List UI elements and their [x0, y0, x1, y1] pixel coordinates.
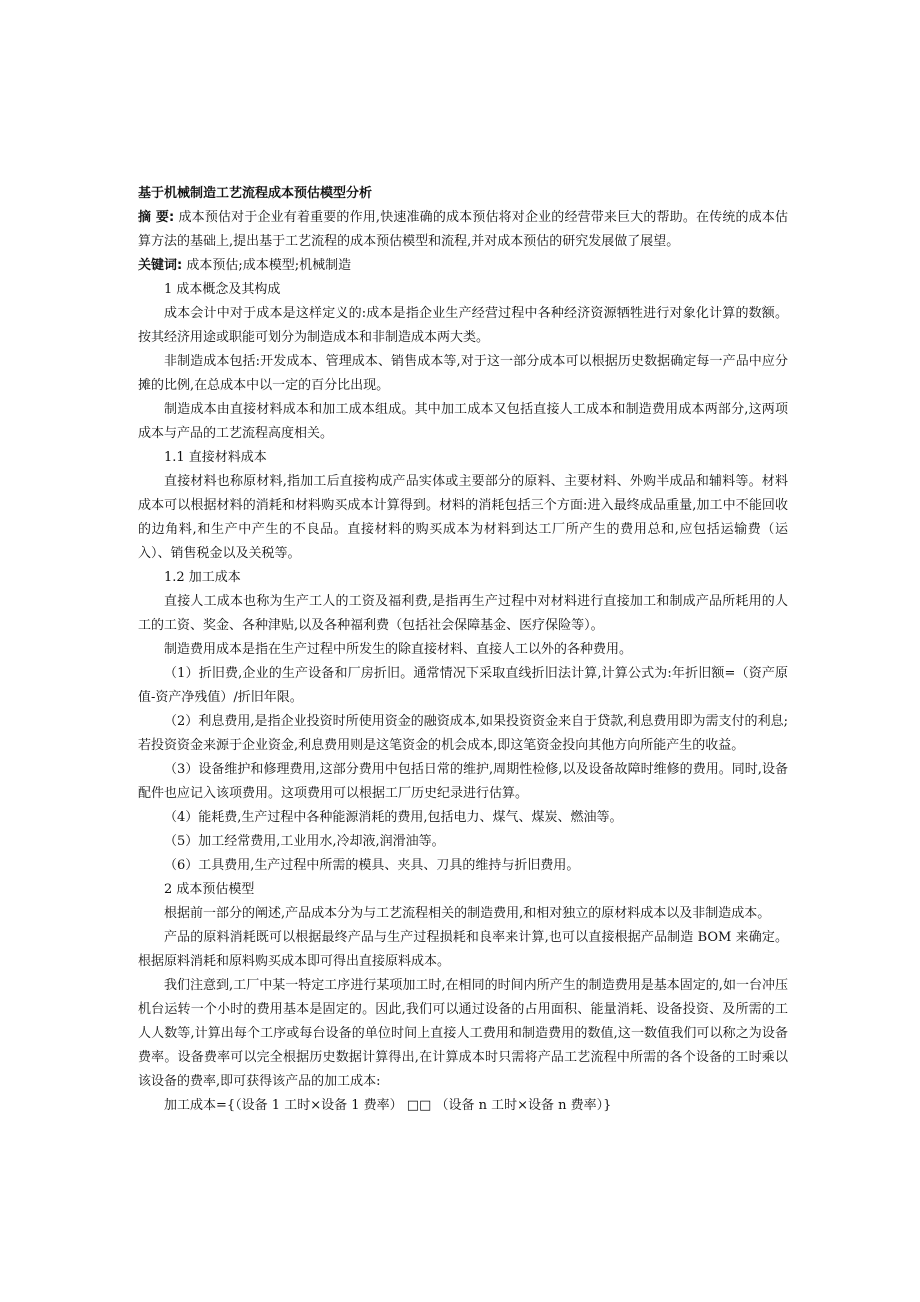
list-item-maintenance: （3）设备维护和修理费用,这部分费用中包括日常的维护,周期性检修,以及设备故障时维修的费用。同时,设备配件也应记入该项费用。这项费用可以根据工厂历史纪录进行估算。: [138, 762, 788, 801]
section-1-heading: 1 成本概念及其构成: [164, 282, 281, 297]
keywords: [138, 254, 788, 278]
list-item-processing: （5）加工经常费用,工业用水,冷却液,润滑油等。: [164, 834, 445, 849]
section-1-2-heading: 1.2 加工成本: [164, 570, 241, 585]
list-item-energy: （4）能耗费,生产过程中各种能源消耗的费用,包括电力、煤气、煤炭、燃油等。: [164, 810, 623, 825]
section-1-1-heading: 1.1 直接材料成本: [164, 450, 267, 465]
abstract-text: 成本预估对于企业有着重要的作用,快速准确的成本预估将对企业的经营带来巨大的帮助。在传统的成本估算方法的基础上,提出基于工艺流程的成本预估模型和流程,并对成本预估的研究发展做了展望。: [138, 210, 788, 249]
paragraph-non-manufacturing-cost: 非制造成本包括:开发成本、管理成本、销售成本等,对于这一部分成本可以根据历史数据确定每一产品中应分摊的比例,在总成本中以一定的百分比出现。: [138, 354, 788, 393]
keywords-label: 关键词:: [138, 258, 183, 273]
paragraph-cost-definition: 成本会计中对于成本是这样定义的:成本是指企业生产经营过程中各种经济资源牺牲进行对象化计算的数额。按其经济用途或职能可划分为制造成本和非制造成本两大类。: [138, 306, 788, 345]
paragraph-manufacturing-cost: 制造成本由直接材料成本和加工成本组成。其中加工成本又包括直接人工成本和制造费用成本两部分,这两项成本与产品的工艺流程高度相关。: [138, 402, 788, 441]
paragraph-overhead: 制造费用成本是指在生产过程中所发生的除直接材料、直接人工以外的各种费用。: [164, 642, 633, 657]
abstract: [138, 206, 788, 254]
list-item-tooling: （6）工具费用,生产过程中所需的模具、夹具、刀具的维持与折旧费用。: [164, 858, 580, 873]
list-item-interest: （2）利息费用,是指企业投资时所使用资金的融资成本,如果投资资金来自于贷款,利息费用即为需支付的利息;若投资资金来源于企业资金,利息费用则是这笔资金的机会成本,即这笔资金投向其他方向所能产生的收益。: [138, 714, 788, 753]
paragraph-cost-split: 根据前一部分的阐述,产品成本分为与工艺流程相关的制造费用,和相对独立的原材料成本以及非制造成本。: [164, 906, 771, 921]
processing-cost-formula: 加工成本={（设备 1 工时×设备 1 费率） □□ （设备 n 工时×设备 n 费率）}: [164, 1098, 612, 1113]
paragraph-equipment-rate: 我们注意到,工厂中某一特定工序进行某项加工时,在相同的时间内所产生的制造费用是基本固定的,如一台冲压机台运转一个小时的费用基本是固定的。因此,我们可以通过设备的占用面积、能量消耗、设备投资、及所需的工人人数等,计算出每个工序或每台设备的单位时间上直接人工费用和制造费用的数值,这一数值我们可以称之为设备费率。设备费率可以完全根据历史数据计算得出,在计算成本时只需将产品工艺流程中所需的各个设备的工时乘以该设备的费率,即可获得该产品的加工成本:: [138, 978, 788, 1089]
abstract-label: 摘 要:: [138, 210, 175, 225]
document-title: 基于机械制造工艺流程成本预估模型分析: [138, 186, 373, 201]
paragraph-direct-labor: 直接人工成本也称为生产工人的工资及福利费,是指再生产过程中对材料进行直接加工和制成产品所耗用的人工的工资、奖金、各种津贴,以及各种福利费（包括社会保障基金、医疗保险等）。: [138, 594, 788, 633]
list-item-depreciation: （1）折旧费,企业的生产设备和厂房折旧。通常情况下采取直线折旧法计算,计算公式为:年折旧额=（资产原值-资产净残值）/折旧年限。: [138, 666, 788, 705]
section-2-heading: 2 成本预估模型: [164, 882, 255, 897]
document-page: [138, 182, 788, 1118]
keywords-text: 成本预估;成本模型;机械制造: [186, 258, 352, 273]
paragraph-material-consumption: 产品的原料消耗既可以根据最终产品与生产过程损耗和良率来计算,也可以直接根据产品制造 BOM 来确定。根据原料消耗和原料购买成本即可得出直接原料成本。: [138, 930, 788, 969]
paragraph-direct-material: 直接材料也称原材料,指加工后直接构成产品实体或主要部分的原料、主要材料、外购半成品和辅料等。材料成本可以根据材料的消耗和材料购买成本计算得到。材料的消耗包括三个方面:进入最终成品重量,加工中不能回收的边角料,和生产中产生的不良品。直接材料的购买成本为材料到达工厂所产生的费用总和,应包括运输费（运入）、销售税金以及关税等。: [138, 474, 788, 561]
